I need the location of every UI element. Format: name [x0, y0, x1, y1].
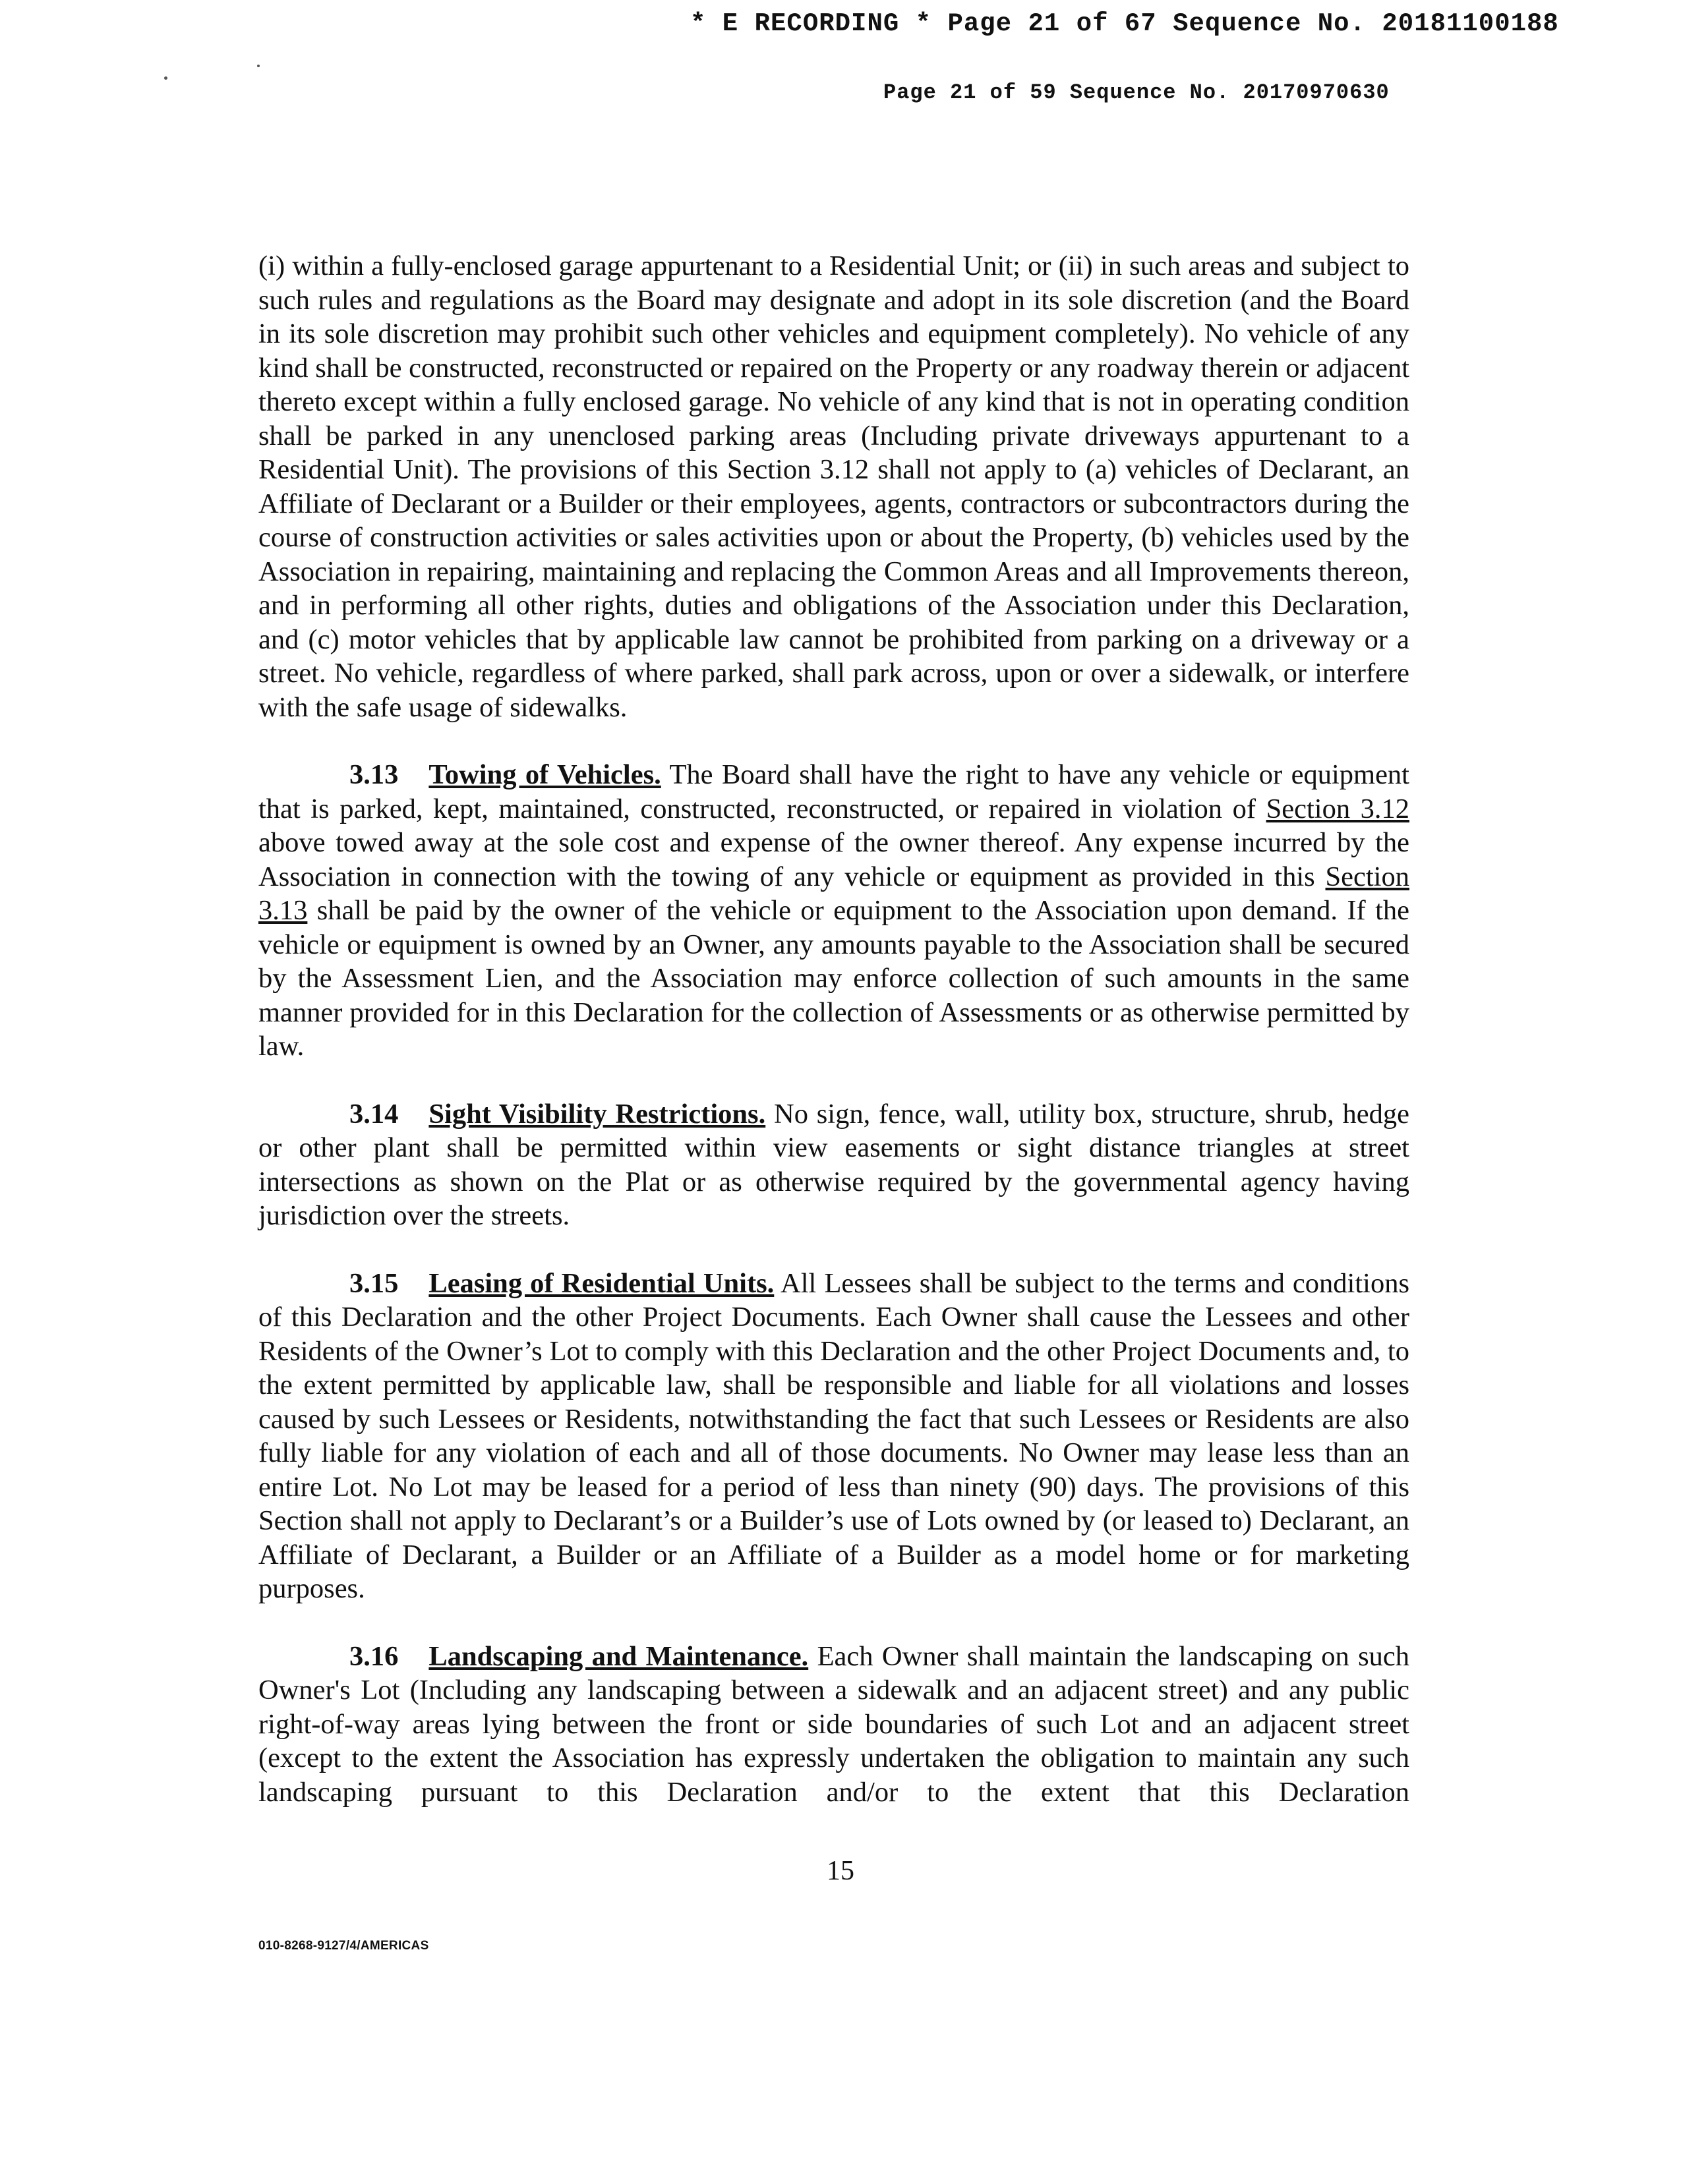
- section-text: No sign, fence, wall, utility box, structure, shrub, hedge or other plant shall be permitted within view easements or sight distance triangles at street intersections as shown on the Plat or as otherwise required by the governmental agency having jurisdiction over the streets.: [258, 1098, 1409, 1231]
- section-3-16: [258, 1640, 1409, 1810]
- section-3-14: [258, 1097, 1409, 1233]
- section-text: The Board shall have the right to have any vehicle or equipment that is parked, kept, maintained, constructed, reconstructed, or repaired in violation of: [258, 759, 1409, 824]
- section-text: All Lessees shall be subject to the terms and conditions of this Declaration and the other Project Documents. Each Owner shall cause the Lessees and other Residents of the Owner’s Lot to comply with this Declaration and the other Project Documents and, to the extent permitted by applicable law, shall be responsible and liable for all violations and losses caused by such Lessees or Residents, notwithstanding the fact that such Lessees or Residents are also fully liable for any violation of each and all of those documents. No Owner may lease less than an entire Lot. No Lot may be leased for a period of less than ninety (90) days. The provisions of this Section shall not apply to Declarant’s or a Builder’s use of Lots owned by (or leased to) Declarant, an Affiliate of Declarant, a Builder or an Affiliate of a Builder as a model home or for marketing purposes.: [258, 1267, 1410, 1604]
- section-title: Landscaping and Maintenance.: [428, 1640, 809, 1672]
- section-number: 3.13: [349, 759, 399, 790]
- scan-speck: [257, 65, 260, 67]
- page-sequence-header: Page 21 of 59 Sequence No. 20170970630: [883, 80, 1390, 105]
- section-number: 3.16: [349, 1640, 399, 1672]
- section-number: 3.15: [349, 1267, 399, 1299]
- section-reference: Section 3.13: [258, 861, 1409, 926]
- scan-speck: [164, 76, 167, 80]
- recording-header: * E RECORDING * Page 21 of 67 Sequence No. 20181100188: [690, 9, 1559, 38]
- section-number: 3.14: [349, 1098, 399, 1130]
- section-title: Towing of Vehicles.: [428, 759, 661, 790]
- document-body: [258, 249, 1409, 1843]
- section-title: Sight Visibility Restrictions.: [428, 1098, 766, 1130]
- paragraph-text: (i) within a fully-enclosed garage appurtenant to a Residential Unit; or (ii) in such areas and subject to such rules and regulations as the Board may designate and adopt in its sole discretion (and the Board in its sole discretion may prohibit such other vehicles and equipment completely). No vehicle of any kind shall be constructed, reconstructed or repaired on the Property or any roadway therein or adjacent thereto except within a fully enclosed garage. No vehicle of any kind that is not in operating condition shall be parked in any unenclosed parking areas (Including private driveways appurtenant to a Residential Unit). The provisions of this Section 3.12 shall not apply to (a) vehicles of Declarant, an Affiliate of Declarant or a Builder or their employees, agents, contractors or subcontractors during the course of construction activities or sales activities upon or about the Property, (b) vehicles used by the Association in repairing, maintaining and replacing the Common Areas and all Improvements thereon, and in performing all other rights, duties and obligations of the Association under this Declaration, and (c) motor vehicles that by applicable law cannot be prohibited from parking on a driveway or a street. No vehicle, regardless of where parked, shall park across, upon or over a sidewalk, or interfere with the safe usage of sidewalks.: [258, 250, 1409, 723]
- section-text: shall be paid by the owner of the vehicle or equipment to the Association upon demand. If the vehicle or equipment is owned by an Owner, any amounts payable to the Association shall be secured by the Assessment Lien, and the Association may enforce collection of such amounts in the same manner provided for in this Declaration for the collection of Assessments or as otherwise permitted by law.: [258, 895, 1409, 1062]
- document-id: 010-8268-9127/4/AMERICAS: [258, 1939, 429, 1953]
- section-reference: Section 3.12: [1266, 793, 1410, 824]
- section-text: Each Owner shall maintain the landscaping on such Owner's Lot (Including any landscaping between a sidewalk and an adjacent street) and any public right-of-way areas lying between the front or side boundaries of such Lot and an adjacent street (except to the extent the Association has expressly undertaken the obligation to maintain any such landscaping pursuant to this Declaration and/or to the extent that this Declaration: [258, 1640, 1410, 1808]
- section-3-13: [258, 758, 1409, 1064]
- section-3-15: [258, 1267, 1409, 1606]
- section-title: Leasing of Residential Units.: [428, 1267, 775, 1299]
- section-text: above towed away at the sole cost and expense of the owner thereof. Any expense incurred by the Association in connection with the towing of any vehicle or equipment as provided in this: [258, 827, 1409, 892]
- page-number: 15: [827, 1856, 854, 1886]
- continuation-paragraph: [258, 249, 1409, 724]
